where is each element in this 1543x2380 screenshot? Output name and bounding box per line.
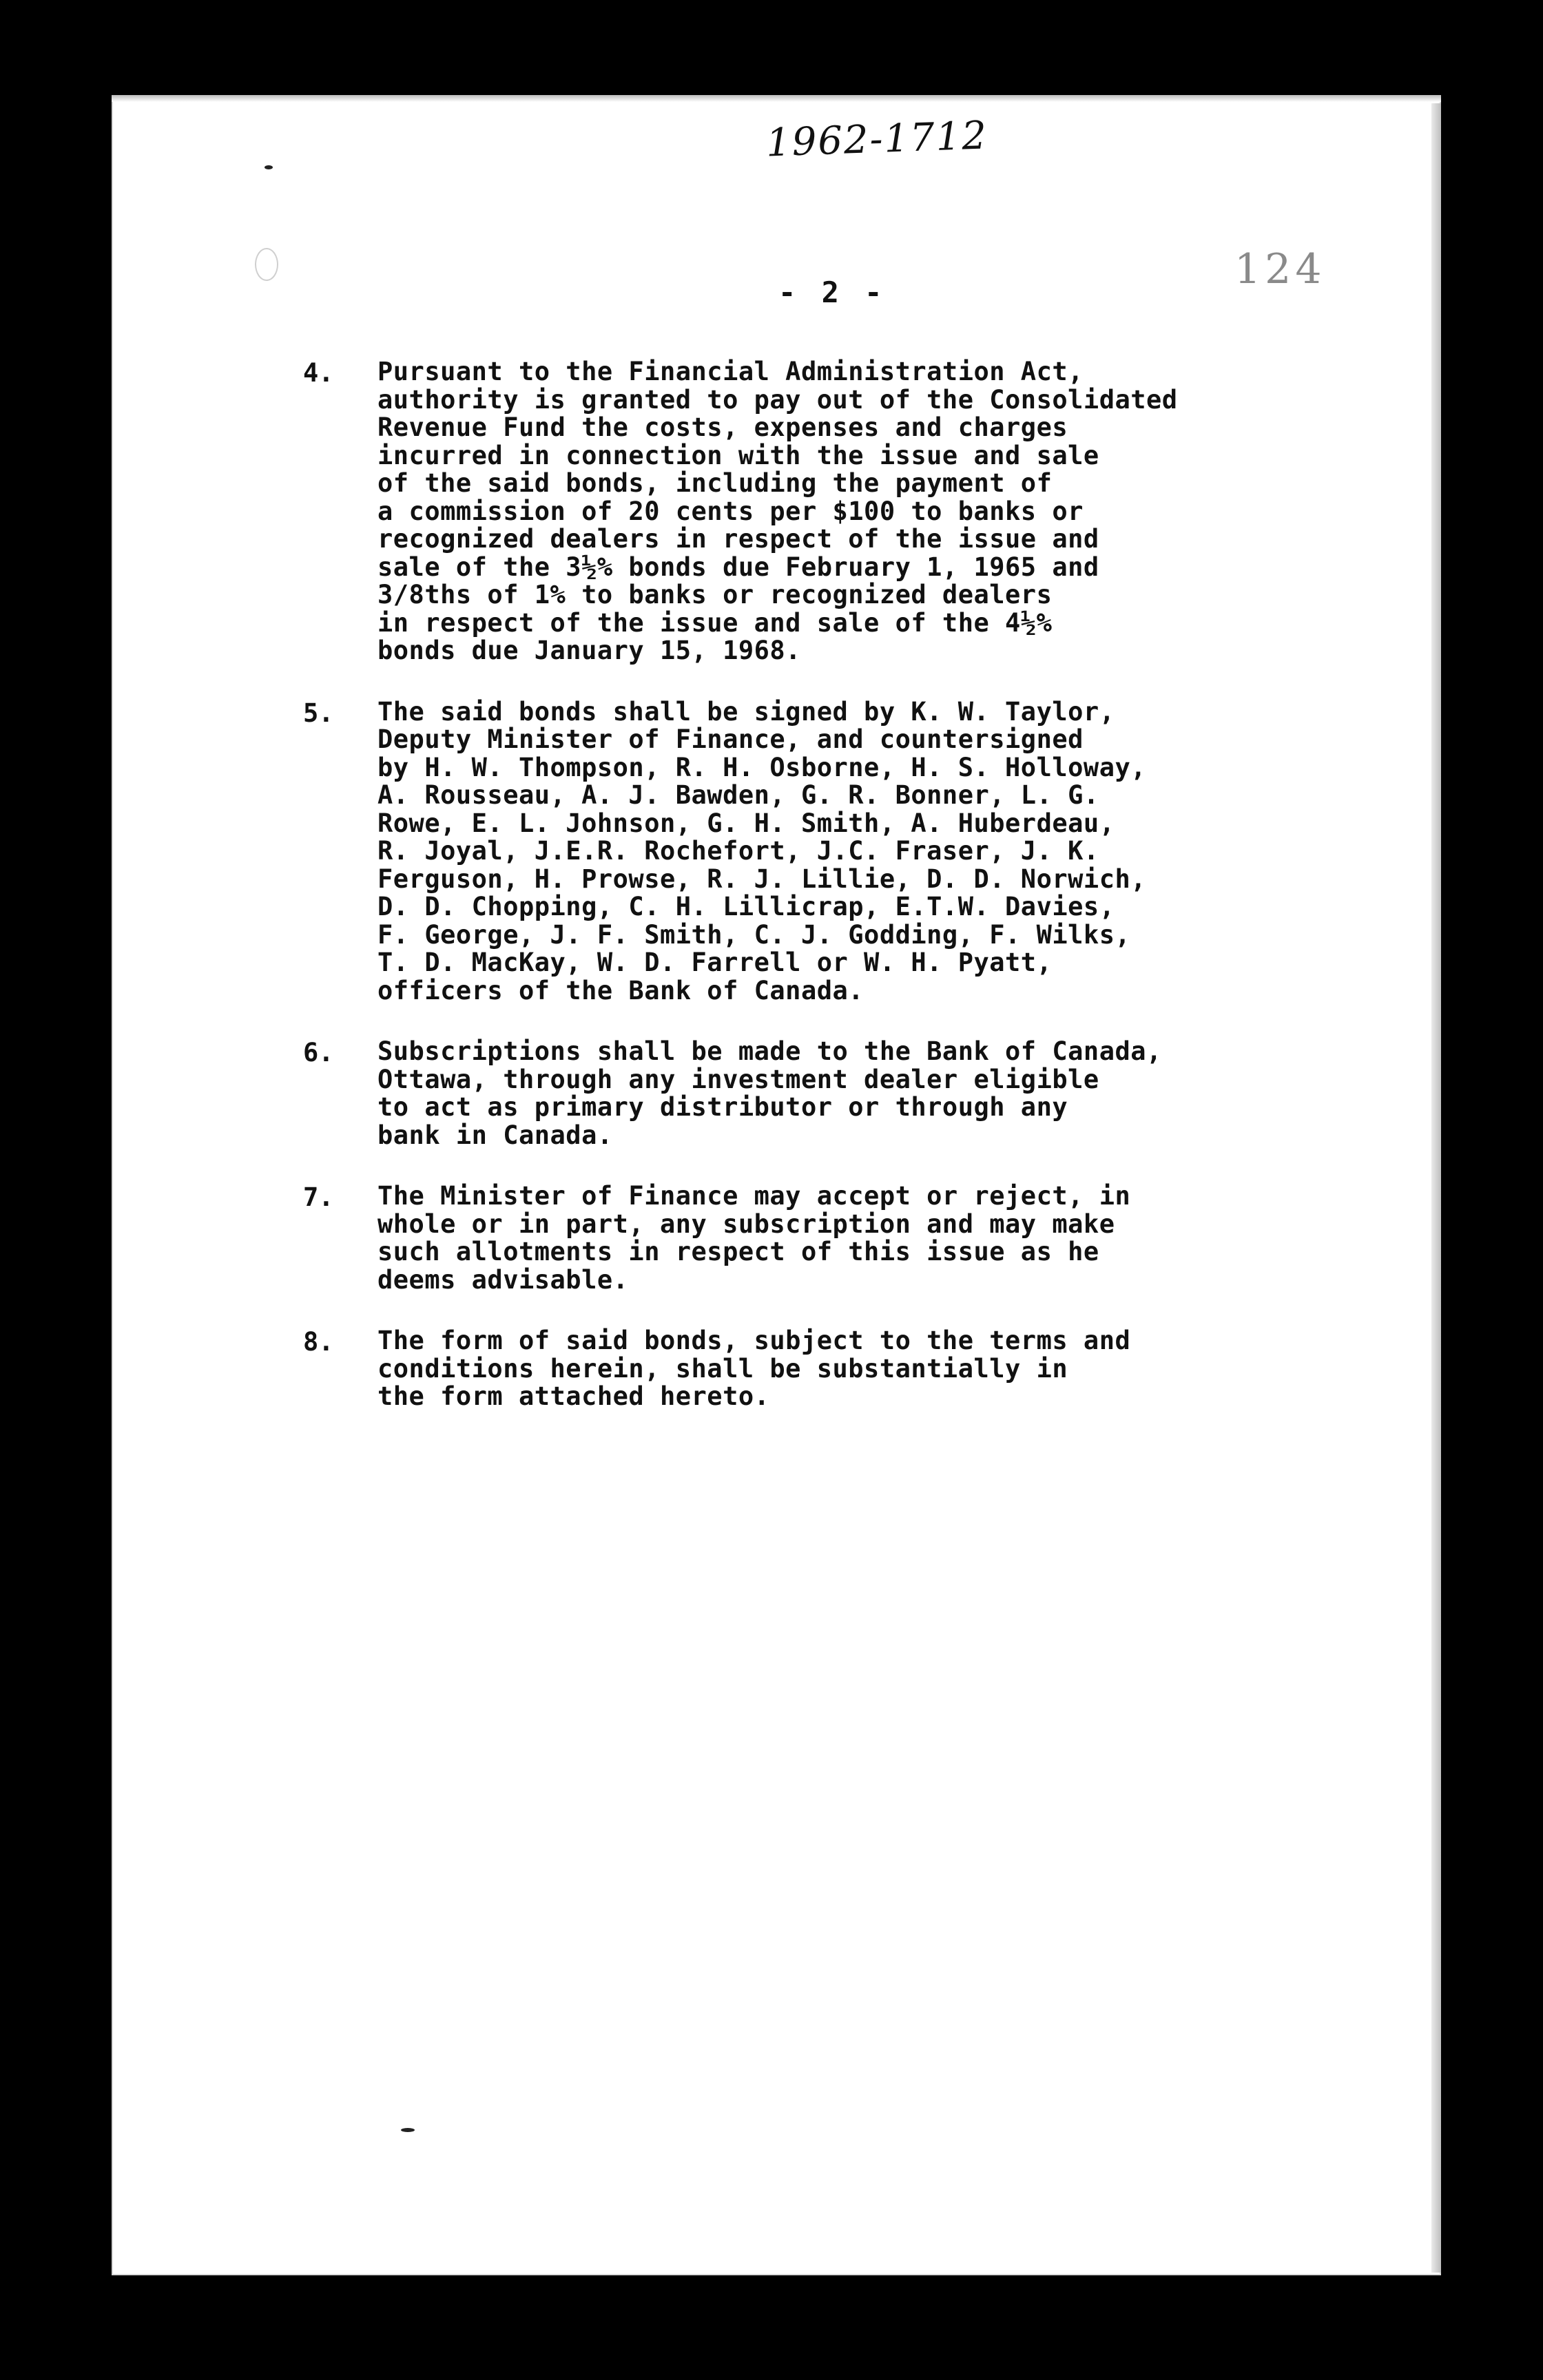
text-line: in respect of the issue and sale of the 4½% <box>377 607 1053 638</box>
text-line: authority is granted to pay out of the Consolidated <box>377 384 1178 415</box>
text-line: T. D. MacKay, W. D. Farrell or W. H. Pyatt, <box>377 948 1053 977</box>
text-line: A. Rousseau, A. J. Bawden, G. R. Bonner, L. G. <box>377 780 1099 810</box>
text-line: Ferguson, H. Prowse, R. J. Lillie, D. D. Norwich, <box>377 864 1147 894</box>
text-line: Pursuant to the Financial Administration Act, <box>377 357 1084 386</box>
text-line: The Minister of Finance may accept or reject, in <box>377 1181 1131 1211</box>
text-line: conditions herein, shall be substantially in <box>377 1353 1068 1384</box>
text-line: bank in Canada. <box>377 1120 613 1150</box>
clause-text <box>377 358 1336 665</box>
clause-text <box>377 1182 1336 1294</box>
punch-hole-mark <box>255 248 278 281</box>
clause-number: 8. <box>303 1327 334 1357</box>
text-line: incurred in connection with the issue and sale <box>377 440 1099 470</box>
text-line: The said bonds shall be signed by K. W. Taylor, <box>377 696 1115 727</box>
clause-text <box>377 1038 1336 1149</box>
text-line: such allotments in respect of this issue as he <box>377 1237 1099 1266</box>
numbered-clauses <box>303 358 1336 1444</box>
clause-number: 4. <box>303 358 334 388</box>
text-line: R. Joyal, J.E.R. Rochefort, J.C. Fraser, J. K. <box>377 836 1099 866</box>
text-line: Revenue Fund the costs, expenses and charges <box>377 413 1068 442</box>
clause-number: 7. <box>303 1182 334 1212</box>
page-number: - 2 - <box>778 275 887 309</box>
text-line: the form attached hereto. <box>377 1381 770 1411</box>
text-line: a commission of 20 cents per $100 to banks or <box>377 496 1084 526</box>
clause-text <box>377 698 1336 1005</box>
ink-mark <box>401 2128 415 2132</box>
text-line: F. George, J. F. Smith, C. J. Godding, F. Wilks, <box>377 919 1131 950</box>
text-line: to act as primary distributor or through any <box>377 1092 1068 1122</box>
clause-number: 6. <box>303 1038 334 1067</box>
text-line: The form of said bonds, subject to the terms and <box>377 1326 1131 1355</box>
text-line: recognized dealers in respect of the issue and <box>377 524 1099 554</box>
page-edge-top <box>112 95 1441 102</box>
text-line: whole or in part, any subscription and may make <box>377 1209 1115 1239</box>
text-line: 3/8ths of 1% to banks or recognized dealers <box>377 580 1053 609</box>
clause-item <box>303 1182 1336 1294</box>
clause-text <box>377 1327 1336 1411</box>
clause-item <box>303 1327 1336 1411</box>
text-line: Deputy Minister of Finance, and countersigned <box>377 724 1084 754</box>
clause-item <box>303 358 1336 665</box>
text-line: Rowe, E. L. Johnson, G. H. Smith, A. Huberdeau, <box>377 808 1115 838</box>
text-line: sale of the 3½% bonds due February 1, 1965 and <box>377 552 1099 582</box>
text-line: by H. W. Thompson, R. H. Osborne, H. S. Holloway, <box>377 752 1147 782</box>
text-line: of the said bonds, including the payment of <box>377 468 1053 498</box>
page-edge-right <box>1431 103 1441 2273</box>
clause-item <box>303 698 1336 1005</box>
handwritten-reference: 1962-1712 <box>765 113 988 166</box>
text-line: Ottawa, through any investment dealer eligible <box>377 1064 1099 1094</box>
text-line: officers of the Bank of Canada. <box>377 975 864 1005</box>
ink-mark <box>265 165 273 169</box>
clause-number: 5. <box>303 698 334 728</box>
stamped-page-number: 124 <box>1234 245 1326 293</box>
text-line: bonds due January 15, 1968. <box>377 636 801 665</box>
text-line: Subscriptions shall be made to the Bank of Canada, <box>377 1036 1162 1066</box>
text-line: deems advisable. <box>377 1264 629 1295</box>
clause-item <box>303 1038 1336 1149</box>
text-line: D. D. Chopping, C. H. Lillicrap, E.T.W. Davies, <box>377 892 1115 921</box>
